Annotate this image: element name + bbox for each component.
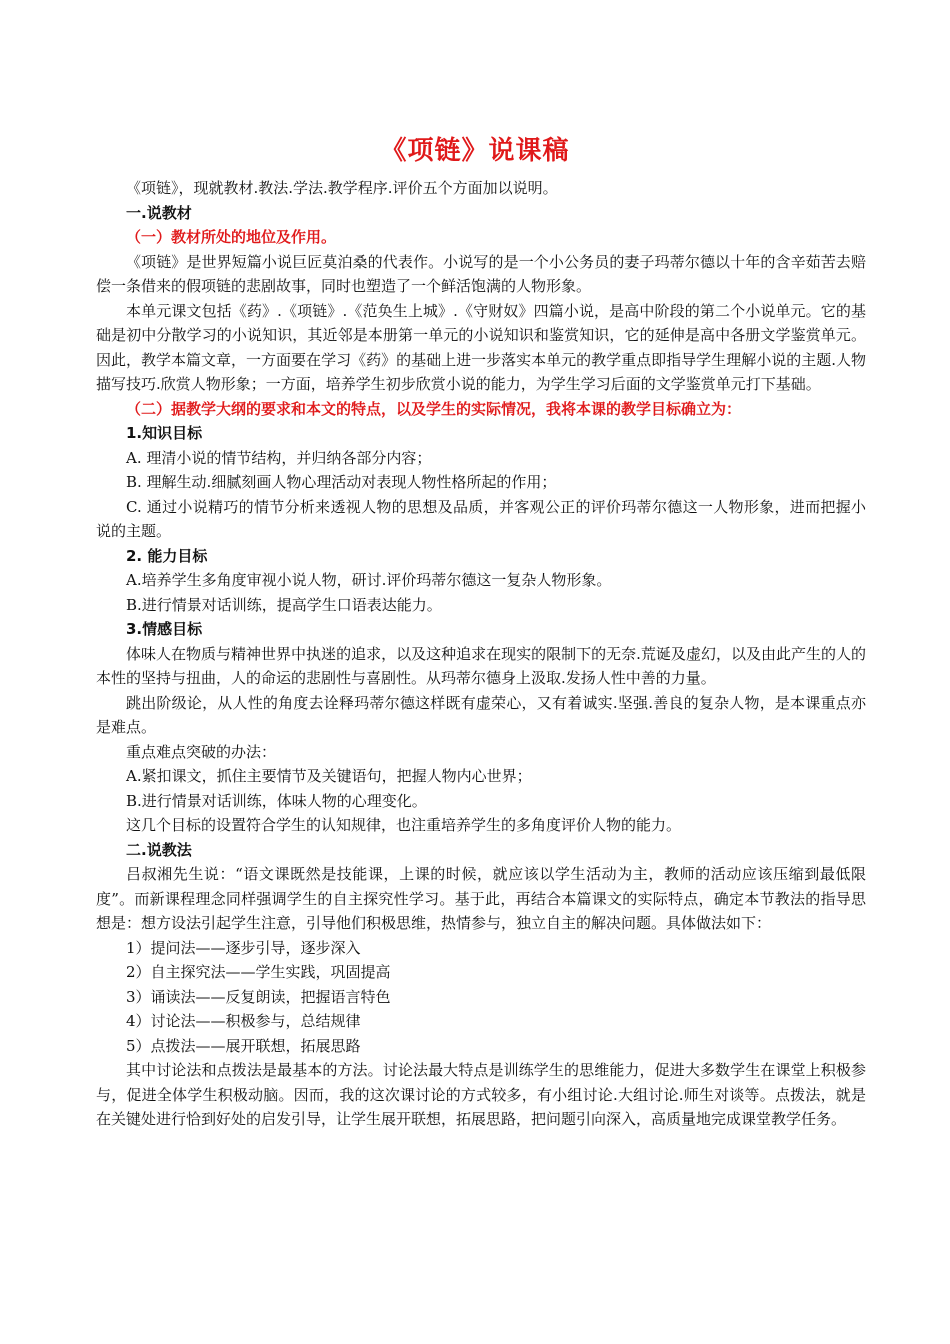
section-heading-teaching-method: 二.说教法 <box>126 840 192 859</box>
goal-heading-knowledge: 1.知识目标 <box>126 424 203 442</box>
subheading-teaching-goals: （二）据教学大纲的要求和本文的特点，以及学生的实际情况，我将本课的教学目标确立为： <box>126 399 742 418</box>
goal-item: A.培养学生多角度审视小说人物，研讨.评价玛蒂尔德这一复杂人物形象。 <box>126 571 612 589</box>
goal-heading-emotion: 3.情感目标 <box>126 620 203 638</box>
section-heading-textbook: 一.说教材 <box>126 203 192 222</box>
method-item: 5）点拨法——展开联想，拓展思路 <box>126 1036 361 1055</box>
goal-heading-ability: 2. 能力目标 <box>126 546 208 565</box>
paragraph: 跳出阶级论，从人性的角度去诠释玛蒂尔德这样既有虚荣心，又有着诚实.坚强.善良的复杂人物，是本课重点亦是难点。 <box>96 693 866 736</box>
paragraph: 重点难点突破的办法： <box>126 742 277 761</box>
method-item: B.进行情景对话训练，体味人物的心理变化。 <box>126 791 427 810</box>
method-item: A.紧扣课文，抓住主要情节及关键语句，把握人物内心世界； <box>126 767 532 785</box>
goal-item: C. 通过小说精巧的情节分析来透视人物的思想及品质，并客观公正的评价玛蒂尔德这一人物形象，进而把握小说的主题。 <box>96 497 866 540</box>
method-item: 2）自主探究法——学生实践，巩固提高 <box>126 963 391 981</box>
paragraph: 体味人在物质与精神世界中执迷的追求，以及这种追求在现实的限制下的无奈.荒诞及虚幻，以及由此产生的人的本性的坚持与扭曲，人的命运的悲剧性与喜剧性。从玛蒂尔德身上汲取.发扬人性中善的力量。 <box>96 644 866 687</box>
method-item: 4）讨论法——积极参与，总结规律 <box>126 1012 361 1030</box>
document-body <box>96 176 866 1132</box>
goal-item: A. 理清小说的情节结构，并归纳各部分内容； <box>126 448 432 467</box>
goal-item: B. 理解生动.细腻刻画人物心理活动对表现人物性格所起的作用； <box>126 473 557 491</box>
goal-item: B.进行情景对话训练，提高学生口语表达能力。 <box>126 595 442 614</box>
subheading-position-role: （一）教材所处的地位及作用。 <box>126 228 337 246</box>
paragraph: 本单元课文包括《药》.《项链》.《范奂生上城》.《守财奴》四篇小说，是高中阶段的第二个小说单元。它的基础是初中分散学习的小说知识，其近邻是本册第一单元的小说知识和鉴赏知识，它的延伸是高中各册文学鉴赏单元。因此，教学本篇文章，一方面要在学习《药》的基础上进一步落实本单元的教学重点即指导学生理解小说的主题.人物描写技巧.欣赏人物形象；一方面，培养学生初步欣赏小说的能力，为学生学习后面的文学鉴赏单元打下基础。 <box>96 301 866 393</box>
intro-paragraph: 《项链》，现就教材.教法.学法.教学程序.评价五个方面加以说明。 <box>126 179 558 197</box>
paragraph: 其中讨论法和点拨法是最基本的方法。讨论法最大特点是训练学生的思维能力，促进大多数学生在课堂上积极参与，促进全体学生积极动脑。因而，我的这次课讨论的方式较多，有小组讨论.大组讨论.师生对谈等。点拨法，就是在关键处进行恰到好处的启发引导，让学生展开联想，拓展思路，把问题引向深入，高质量地完成课堂教学任务。 <box>96 1061 866 1128</box>
method-item: 3）诵读法——反复朗读，把握语言特色 <box>126 987 391 1006</box>
paragraph: 这几个目标的设置符合学生的认知规律，也注重培养学生的多角度评价人物的能力。 <box>126 816 682 834</box>
paragraph: 吕叔湘先生说：“语文课既然是技能课，上课的时候，就应该以学生活动为主，教师的活动应该压缩到最低限度”。而新课程理念同样强调学生的自主探究性学习。基于此，再结合本篇课文的实际特点，确定本节教法的指导思想是：想方设法引起学生注意，引导他们积极思维，热情参与，独立自主的解决问题。具体做法如下： <box>96 865 866 932</box>
method-item: 1）提问法——逐步引导，逐步深入 <box>126 938 361 957</box>
document-title: 《项链》说课稿 <box>380 136 570 166</box>
paragraph: 《项链》是世界短篇小说巨匠莫泊桑的代表作。小说写的是一个小公务员的妻子玛蒂尔德以十年的含辛茹苦去赔偿一条借来的假项链的悲剧故事，同时也塑造了一个鲜活饱满的人物形象。 <box>96 252 866 295</box>
